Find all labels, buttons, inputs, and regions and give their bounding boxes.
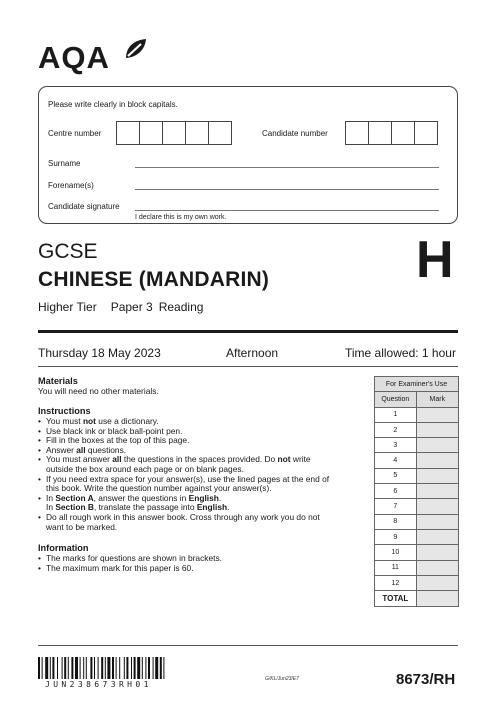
- question-number-cell: 2: [375, 422, 417, 437]
- candidate-digit-box[interactable]: [391, 121, 415, 145]
- information-section: [38, 543, 363, 573]
- question-number-cell: 11: [375, 560, 417, 575]
- information-item: • The marks for questions are shown in brackets.: [38, 554, 363, 564]
- aqa-logo: [38, 38, 148, 78]
- mark-cell: [416, 422, 458, 437]
- question-number-cell: 3: [375, 438, 417, 453]
- surname-label: Surname: [48, 159, 81, 168]
- mark-column-header: Mark: [416, 392, 458, 407]
- mark-cell: [416, 468, 458, 483]
- centre-digit-box[interactable]: [162, 121, 186, 145]
- question-number-cell: 1: [375, 407, 417, 422]
- paper-label: Paper 3: [110, 300, 153, 314]
- logo-text: AQA: [38, 40, 110, 75]
- examiner-table-row: [375, 407, 459, 422]
- tier-letter: H: [416, 231, 454, 289]
- instruction-continuation: In Section B, translate the passage into English.: [46, 502, 230, 513]
- question-column-header: Question: [375, 392, 417, 407]
- instructions-heading: Instructions: [38, 406, 91, 416]
- mark-cell: [416, 438, 458, 453]
- examiner-table-row: [375, 453, 459, 468]
- time-allowed: Time allowed: 1 hour: [345, 346, 456, 360]
- paper-reference: G/KL/Jun23/E7: [265, 676, 299, 682]
- mark-cell: [416, 560, 458, 575]
- instruction-item: • You must not use a dictionary.: [38, 417, 363, 427]
- materials-text: You will need no other materials.: [38, 386, 159, 396]
- candidate-digit-box[interactable]: [345, 121, 369, 145]
- examiner-table-row: [375, 468, 459, 483]
- candidate-digit-box[interactable]: [368, 121, 392, 145]
- exam-session: Afternoon: [226, 346, 279, 360]
- total-mark-cell: [416, 591, 458, 607]
- mark-cell: [416, 407, 458, 422]
- examiner-table-row: [375, 438, 459, 453]
- instruction-item: • Answer all questions.: [38, 446, 363, 456]
- instruction-item: • You must answer all the questions in the spaces provided. Do not write: [38, 455, 363, 465]
- candidate-digit-box[interactable]: [414, 121, 438, 145]
- declaration-text: I declare this is my own work.: [135, 214, 227, 221]
- examiner-table-row: [375, 529, 459, 544]
- candidate-details-box: [38, 86, 458, 224]
- instruction-item: • Fill in the boxes at the top of this page.: [38, 436, 363, 446]
- question-number-cell: 4: [375, 453, 417, 468]
- mark-cell: [416, 499, 458, 514]
- total-label: TOTAL: [375, 591, 417, 607]
- paper-details: [38, 300, 217, 314]
- info-divider: [38, 366, 458, 367]
- barcode-text: JUN238673RH01: [45, 680, 152, 689]
- centre-digit-box[interactable]: [139, 121, 163, 145]
- barcode-icon: [38, 657, 190, 679]
- question-number-cell: 7: [375, 499, 417, 514]
- instruction-item: • In Section A, answer the questions in English.: [38, 494, 363, 504]
- mark-cell: [416, 575, 458, 590]
- information-heading: Information: [38, 543, 89, 553]
- centre-digit-box[interactable]: [185, 121, 209, 145]
- mark-cell: [416, 545, 458, 560]
- paper-code: 8673/RH: [396, 671, 456, 688]
- logo-leaf-icon: [123, 38, 147, 60]
- materials-heading: Materials: [38, 376, 78, 386]
- candidate-number-boxes[interactable]: [345, 121, 437, 145]
- instruction-continuation: outside the box around each page or on blank pages.: [46, 463, 244, 474]
- block-capitals-instruction: Please write clearly in block capitals.: [48, 100, 178, 109]
- question-number-cell: 5: [375, 468, 417, 483]
- instruction-item: • If you need extra space for your answer(s), use the lined pages at the end of: [38, 475, 363, 485]
- information-item: • The maximum mark for this paper is 60.: [38, 564, 363, 574]
- header-divider: [38, 330, 458, 333]
- examiner-table-row: [375, 499, 459, 514]
- centre-number-boxes[interactable]: [116, 121, 231, 145]
- forenames-line[interactable]: [135, 189, 439, 190]
- examiner-table-row: [375, 545, 459, 560]
- question-number-cell: 10: [375, 545, 417, 560]
- examiner-use-table: [374, 376, 459, 607]
- instruction-continuation: want to be marked.: [46, 521, 118, 532]
- centre-digit-box[interactable]: [208, 121, 232, 145]
- signature-label: Candidate signature: [48, 202, 120, 211]
- instruction-item: • Do all rough work in this answer book. Cross through any work you do not: [38, 513, 363, 523]
- instruction-continuation: this book. Write the question number against your answer(s).: [46, 483, 272, 494]
- centre-digit-box[interactable]: [116, 121, 140, 145]
- mark-cell: [416, 484, 458, 499]
- instruction-item: • Use black ink or black ball-point pen.: [38, 427, 363, 437]
- question-number-cell: 9: [375, 529, 417, 544]
- signature-line[interactable]: [135, 210, 439, 211]
- surname-line[interactable]: [135, 167, 439, 168]
- examiner-table-row: [375, 422, 459, 437]
- question-number-cell: 12: [375, 575, 417, 590]
- question-number-cell: 6: [375, 484, 417, 499]
- qualification-title: GCSE: [38, 240, 98, 263]
- candidate-number-label: Candidate number: [262, 129, 328, 138]
- exam-date: Thursday 18 May 2023: [38, 346, 161, 360]
- examiner-table-title: For Examiner's Use: [375, 377, 459, 392]
- tier-label: Higher Tier: [38, 300, 97, 314]
- mark-cell: [416, 529, 458, 544]
- footer-divider: [38, 645, 458, 646]
- mark-cell: [416, 453, 458, 468]
- examiner-table-row: [375, 560, 459, 575]
- examiner-table-row: [375, 575, 459, 590]
- materials-section: [38, 376, 363, 397]
- examiner-table-row: [375, 514, 459, 529]
- mark-cell: [416, 514, 458, 529]
- forenames-label: Forename(s): [48, 181, 94, 190]
- component-label: Reading: [158, 300, 204, 314]
- subject-title: CHINESE (MANDARIN): [38, 268, 270, 291]
- examiner-table-row: [375, 484, 459, 499]
- question-number-cell: 8: [375, 514, 417, 529]
- centre-number-label: Centre number: [48, 129, 102, 138]
- instructions-section: [38, 406, 363, 532]
